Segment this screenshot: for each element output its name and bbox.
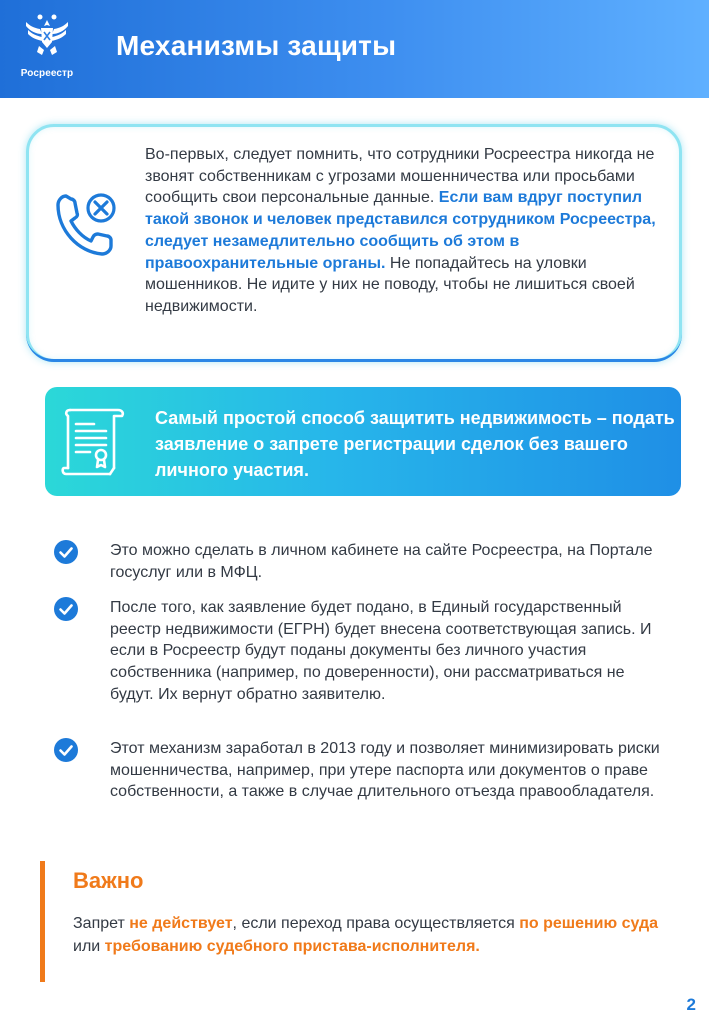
important-text-span: , если переход права осуществляется xyxy=(232,915,520,932)
important-text-span: или xyxy=(73,938,105,955)
document-certificate-icon xyxy=(60,404,126,480)
list-item-text: Этот механизм заработал в 2013 году и позволяет минимизировать риски мошенничества, например, при утере паспорта или документов о праве собственности, а также в случае длительного отъезда правообладателя. xyxy=(110,740,660,801)
warning-text-part1: Во-первых, следует помнить, что сотрудники Росреестра никогда не звонят собственникам с угрозами мошенничества или просьбами сообщить свои персональные данные. xyxy=(145,146,655,207)
warning-card-text xyxy=(145,144,665,318)
key-advice-text: Самый простой способ защитить недвижимость – подать заявление о запрете регистрации сделок без вашего личного участия. xyxy=(155,408,675,480)
warning-text-highlight: Если вам вдруг поступил такой звонок и человек представился сотрудником Росреестра, следует незамедлительно сообщить об этом в правоохранительные органы. xyxy=(145,189,656,272)
important-emphasis: не действует xyxy=(129,915,233,932)
important-emphasis: по решению суда xyxy=(519,915,659,932)
page-header xyxy=(0,0,709,98)
important-heading: Важно xyxy=(73,868,144,893)
rosreestr-logo xyxy=(14,12,80,84)
important-emphasis: требованию судебного пристава-исполнителя. xyxy=(104,938,480,955)
important-accent-bar xyxy=(40,861,45,982)
page-title: Механизмы защиты xyxy=(116,30,397,61)
checkmark-icon xyxy=(54,597,78,621)
logo-label: Росреестр xyxy=(20,68,74,79)
warning-text-part2: Не попадайтесь на уловки мошенников. Не идите у них не поводу, чтобы не лишиться своей недвижимости. xyxy=(145,254,635,315)
list-item-text: Это можно сделать в личном кабинете на сайте Росреестра, на Портале госуслуг или в МФЦ. xyxy=(110,542,653,581)
checkmark-icon xyxy=(54,540,78,564)
eagle-emblem-icon xyxy=(24,12,70,60)
important-text xyxy=(73,912,673,958)
list-item-text: После того, как заявление будет подано, в Единый государственный реестр недвижимости (ЕГРН) будет внесена соответствующая запись. И если в Росреестр будут поданы документы без личного участия собственника (например, по доверенности), они рассматриваться не будут. Их вернут обратно заявителю. xyxy=(110,599,652,703)
important-text-span: Запрет xyxy=(73,915,130,932)
phone-blocked-icon xyxy=(54,190,120,260)
checkmark-icon xyxy=(54,738,78,762)
page-number: 2 xyxy=(686,995,696,1014)
